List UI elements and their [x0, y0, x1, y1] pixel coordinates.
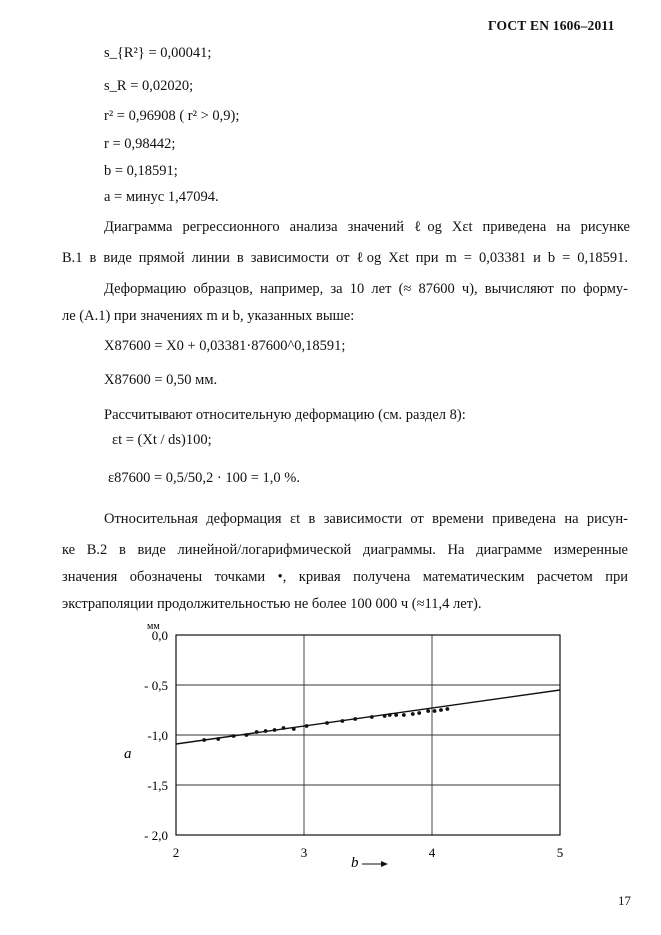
x-tick-label: 4	[428, 845, 436, 860]
data-point	[402, 713, 406, 717]
y-axis-label: a	[124, 746, 132, 762]
data-point	[394, 713, 398, 717]
document-header: ГОСТ EN 1606–2011	[488, 18, 615, 33]
paragraph-line: экстраполяции продолжительностью не более 100 000 ч (≈11,4 лет).	[62, 596, 482, 612]
paragraph-line: значения обозначены точками •, кривая получена математическим расчетом при	[62, 569, 628, 585]
y-tick-label: - 2,0	[144, 828, 168, 843]
data-point	[232, 734, 236, 738]
data-point	[273, 728, 277, 732]
chart-tick-labels	[144, 628, 563, 860]
data-point	[341, 719, 345, 723]
x-tick-label: 5	[556, 845, 564, 860]
stat-line: a = минус 1,47094.	[104, 189, 219, 205]
stat-line: r = 0,98442;	[104, 136, 176, 152]
y-tick-label: -1,5	[147, 778, 168, 793]
data-point	[370, 715, 374, 719]
chart-points-group	[202, 707, 449, 742]
paragraph-line: Деформацию образцов, например, за 10 лет (≈ 87600 ч), вычисляют по форму-	[104, 281, 628, 297]
data-point	[411, 712, 415, 716]
data-point	[439, 708, 443, 712]
data-point	[245, 733, 249, 737]
data-point	[264, 729, 268, 733]
data-point	[417, 711, 421, 715]
data-point	[216, 737, 220, 741]
y-tick-label: 0,0	[151, 628, 168, 643]
formula: X87600 = 0,50 мм.	[104, 372, 218, 388]
data-point	[202, 738, 206, 742]
data-point	[325, 721, 329, 725]
data-point	[426, 709, 430, 713]
x-axis-label: b	[351, 855, 359, 871]
data-point	[383, 714, 387, 718]
y-unit-label: мм	[147, 621, 160, 632]
formula: X87600 = X0 + 0,03381·87600^0,18591;	[104, 338, 346, 354]
formula: ε87600 = 0,5/50,2 · 100 = 1,0 %.	[108, 470, 301, 486]
data-point	[305, 724, 309, 728]
y-tick-label: - 0,5	[144, 678, 168, 693]
stat-line: b = 0,18591;	[104, 163, 178, 179]
data-point	[292, 727, 296, 731]
x-tick-label: 2	[172, 845, 180, 860]
paragraph-line: ле (А.1) при значениях m и b, указанных выше:	[62, 308, 355, 324]
y-tick-label: -1,0	[147, 728, 168, 743]
paragraph-line: Относительная деформация εt в зависимости от времени приведена на рисун-	[104, 511, 628, 527]
x-axis-arrow-icon	[362, 861, 388, 867]
x-tick-label: 3	[300, 845, 308, 860]
paragraph-line: Диаграмма регрессионного анализа значений ℓog Xεt приведена на рисунке	[104, 219, 630, 235]
data-point	[388, 713, 392, 717]
stat-line: r² = 0,96908 ( r² > 0,9);	[104, 108, 240, 124]
stat-line: s_R = 0,02020;	[104, 78, 194, 94]
paragraph-line: ке В.2 в виде линейной/логарифмической диаграммы. На диаграмме измеренные	[62, 542, 628, 558]
data-point	[282, 726, 286, 730]
page-number: 17	[618, 893, 631, 908]
data-point	[433, 709, 437, 713]
stat-line: s_{R²} = 0,00041;	[104, 45, 212, 61]
data-point	[445, 707, 449, 711]
paragraph-line: В.1 в виде прямой линии в зависимости от ℓog Xεt при m = 0,03381 и b = 0,18591.	[62, 250, 628, 266]
data-point	[353, 717, 357, 721]
data-point	[255, 730, 259, 734]
formula: εt = (Xt / ds)100;	[112, 432, 212, 448]
paragraph-line: Рассчитывают относительную деформацию (см. раздел 8):	[104, 407, 466, 423]
